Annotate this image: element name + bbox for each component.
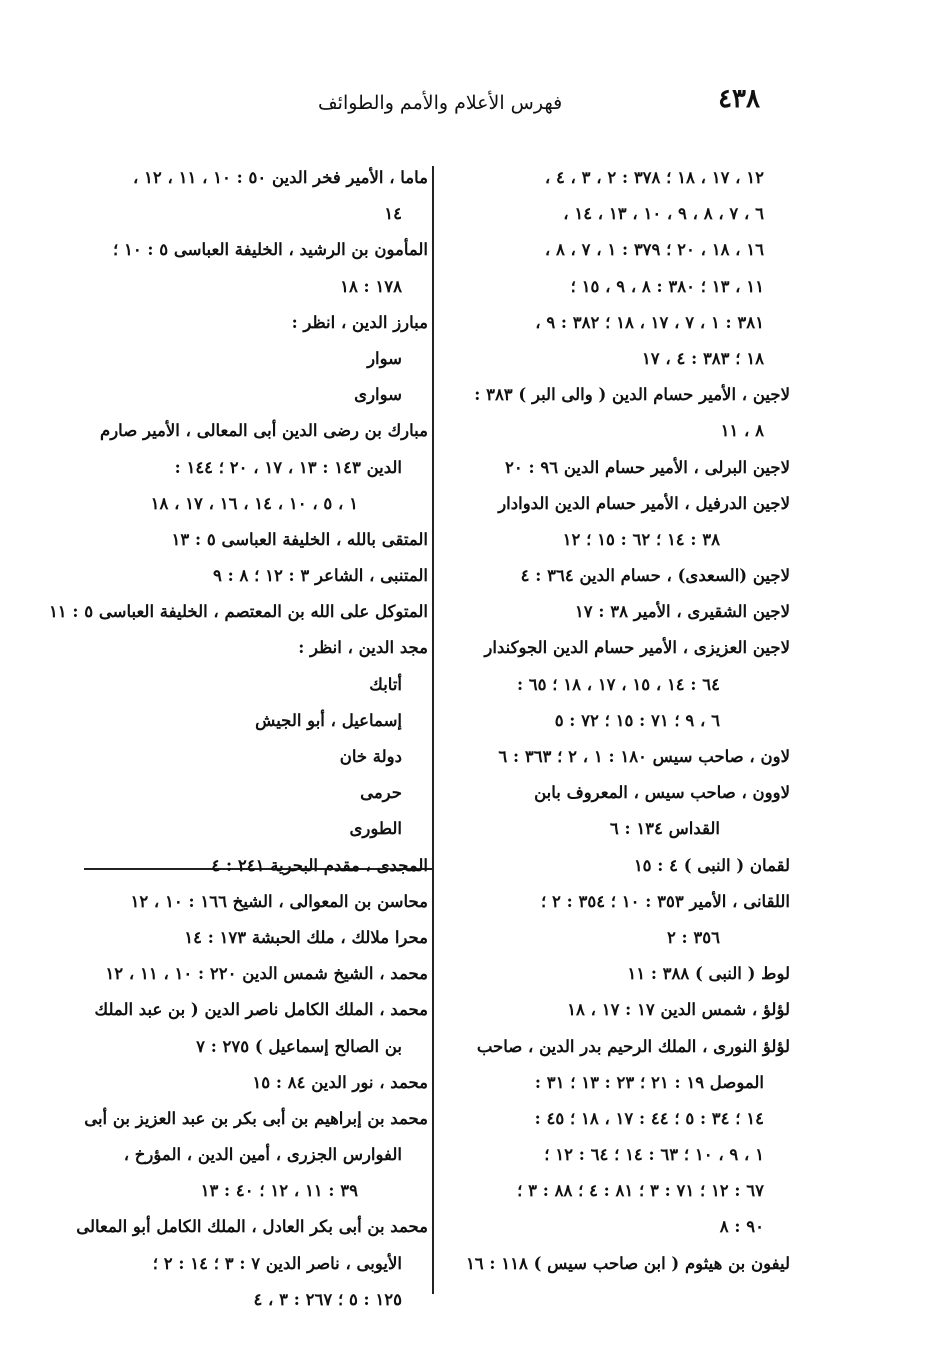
index-line: ١٤ ؛ ٣٤ : ٥ ؛ ٤٤ : ١٧ ، ١٨ ؛ ٤٥ :	[534, 1108, 764, 1128]
index-line: بن الصالح إسماعيل ) ٢٧٥ : ٧	[196, 1036, 402, 1056]
index-line: إسماعيل ، أبو الجيش	[255, 710, 402, 730]
index-entry: لقمان ( النبى ) ٤ : ١٥	[633, 855, 790, 875]
index-line: ٣٨ : ١٤ ؛ ٦٢ : ١٥ ؛ ١٢	[562, 529, 720, 549]
index-entry: لاون ، صاحب سيس ١٨٠ : ١ ، ٢ ؛ ٣٦٣ : ٦	[498, 747, 790, 766]
index-entry: ليفون بن هيثوم ( ابن صاحب سيس ) ١١٨ : ١٦	[465, 1253, 790, 1273]
index-line: القداس ١٣٤ : ٦	[609, 819, 720, 839]
index-line: ١٨ ؛ ٣٨٣ : ٤ ، ١٧	[641, 348, 764, 368]
index-line: ٣٥٦ : ٢	[666, 927, 720, 947]
index-line: ٣٨١ : ١ ، ٧ ، ١٧ ، ١٨ ؛ ٣٨٢ : ٩ ،	[535, 312, 764, 332]
index-entry: ماما ، الأمير فخر الدين ٥٠ : ١٠ ، ١١ ، ١٢ ،	[132, 168, 428, 187]
index-line: ١٧٨ : ١٨	[340, 276, 402, 296]
index-entry: المتنبى ، الشاعر ٣ : ١٢ ؛ ٨ : ٩	[213, 566, 428, 586]
index-entry: لاجين البرلى ، الأمير حسام الدين ٩٦ : ٢٠	[505, 457, 790, 477]
index-entry: محمد بن إبراهيم بن أبى بكر بن عبد العزيز بن أبى	[84, 1108, 428, 1128]
index-line: ٦ ، ٩ ؛ ٧١ : ١٥ ؛ ٧٢ : ٥	[554, 710, 720, 730]
page-header	[60, 84, 760, 124]
index-entry: لؤلؤ النورى ، الملك الرحيم بدر الدين ، صاحب	[476, 1036, 790, 1056]
index-line: الأيوبى ، ناصر الدين ٧ : ٣ ؛ ١٤ : ٢ ؛	[152, 1253, 402, 1273]
index-entry: لاجين (السعدى) ، حسام الدين ٣٦٤ : ٤	[520, 566, 790, 586]
index-line: أتابك	[369, 674, 402, 694]
index-line: سوار	[367, 348, 402, 368]
index-entry: محمد ، الملك الكامل ناصر الدين ( بن عبد الملك	[94, 1000, 428, 1020]
index-entry: لاجين ، الأمير حسام الدين ( والى البر ) ٣٨٣ :	[474, 385, 790, 405]
index-entry: لاجين الشقيرى ، الأمير ٣٨ : ١٧	[574, 602, 790, 622]
index-entry: المجدى ، مقدم البحرية ٢٤١ : ٤	[211, 855, 428, 875]
index-entry: المتوكل على الله بن المعتصم ، الخليفة العباسى ٥ : ١١	[48, 602, 428, 622]
index-entry: لؤلؤ ، شمس الدين ١٧ : ١٧ ، ١٨	[567, 1000, 790, 1020]
index-line: الفوارس الجزرى ، أمين الدين ، المؤرخ ،	[123, 1145, 402, 1165]
page-number: ٤٣٨	[718, 84, 760, 114]
index-line: ١٢ ، ١٧ ، ١٨ ؛ ٣٧٨ : ٢ ، ٣ ، ٤ ،	[544, 168, 764, 187]
index-line: ٦ ، ٧ ، ٨ ، ٩ ، ١٠ ، ١٣ ، ١٤ ،	[563, 204, 764, 224]
index-entry: محرا ملالك ، ملك الحبشة ١٧٣ : ١٤	[184, 927, 428, 947]
index-entry: اللقانى ، الأمير ٣٥٣ : ١٠ ؛ ٣٥٤ : ٢ ؛	[541, 891, 790, 911]
index-line: الموصل ١٩ : ٢١ ؛ ٢٣ : ١٣ ؛ ٣١ :	[534, 1072, 764, 1092]
column-divider	[432, 166, 434, 1294]
index-entry: لاوون ، صاحب سيس ، المعروف بابن	[534, 783, 790, 803]
index-line: ١١ ، ١٣ ؛ ٣٨٠ : ٨ ، ٩ ، ١٥ ؛	[570, 276, 764, 296]
index-entry: محمد بن أبى بكر العادل ، الملك الكامل أبو المعالى	[76, 1217, 428, 1237]
index-line: ١٢٥ : ٥ ؛ ٢٦٧ : ٣ ، ٤	[253, 1289, 402, 1309]
index-line: ٨ ، ١١	[720, 421, 764, 441]
index-entry: مجد الدين ، انظر :	[298, 638, 428, 658]
index-line: ١ ، ٥ ، ١٠ ، ١٤ ، ١٦ ، ١٧ ، ١٨	[150, 493, 358, 513]
index-line: دولة خان	[339, 747, 402, 766]
index-column-right	[440, 160, 790, 1300]
index-line: ١٦ ، ١٨ ، ٢٠ ؛ ٣٧٩ : ١ ، ٧ ، ٨ ،	[544, 240, 764, 260]
running-title: فهرس الأعلام والأمم والطوائف	[318, 92, 563, 114]
index-line: حرمى	[360, 783, 402, 803]
index-line: ٦٧ : ١٢ ؛ ٧١ : ٣ ؛ ٨١ : ٤ ؛ ٨٨ : ٣ ؛	[517, 1181, 764, 1201]
index-entry: لوط ( النبى ) ٣٨٨ : ١١	[627, 964, 790, 984]
index-entry: محاسن بن المعوالى ، الشيخ ١٦٦ : ١٠ ، ١٢	[130, 891, 428, 911]
index-entry: لاجين الدرفيل ، الأمير حسام الدين الدوادار	[498, 493, 790, 513]
index-entry: المأمون بن الرشيد ، الخليفة العباسى ٥ : ١٠ ؛	[112, 240, 428, 260]
index-line: سوارى	[354, 385, 402, 405]
index-entry: محمد ، نور الدين ٨٤ : ١٥	[252, 1072, 428, 1092]
index-entry: لاجين العزيزى ، الأمير حسام الدين الجوكندار	[484, 638, 790, 658]
index-entry: مبارك بن رضى الدين أبى المعالى ، الأمير صارم	[100, 421, 428, 441]
index-line: ٦٤ : ١٤ ، ١٥ ، ١٧ ، ١٨ ؛ ٦٥ :	[516, 674, 720, 694]
index-entry: محمد ، الشيخ شمس الدين ٢٢٠ : ١٠ ، ١١ ، ١٢	[105, 964, 428, 984]
index-entry: مبارز الدين ، انظر :	[291, 312, 428, 332]
index-line: ٩٠ : ٨	[719, 1217, 764, 1237]
index-line: الدين ١٤٣ : ١٣ ، ١٧ ، ٢٠ ؛ ١٤٤ :	[174, 457, 402, 477]
index-line: الطورى	[349, 819, 402, 839]
index-line: ٣٩ : ١١ ، ١٢ ؛ ٤٠ : ١٣	[200, 1181, 358, 1201]
index-entry: المتقى بالله ، الخليفة العباسى ٥ : ١٣	[171, 529, 428, 549]
index-line: ١٤	[384, 204, 402, 224]
index-column-left	[48, 160, 428, 1309]
index-line: ١ ، ٩ ، ١٠ ؛ ٦٣ : ١٤ ؛ ٦٤ : ١٢ ؛	[544, 1145, 764, 1165]
